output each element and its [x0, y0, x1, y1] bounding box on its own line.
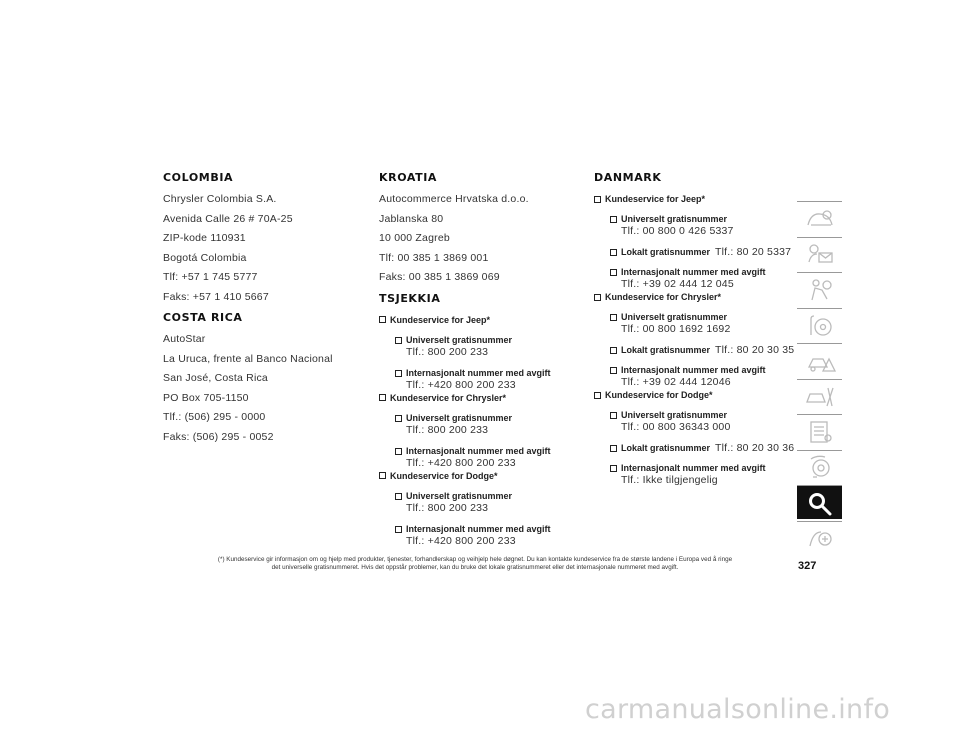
- technical-specs-icon: [803, 418, 837, 446]
- costa-rica-line: La Uruca, frente al Banco Nacional: [163, 352, 333, 365]
- entry-label: Universelt gratisnummer: [621, 410, 728, 420]
- service-block: [594, 193, 794, 291]
- colombia-phone: Tlf: +57 1 745 5777: [163, 271, 258, 283]
- service-title: [379, 392, 579, 404]
- tab-safety[interactable]: [797, 237, 842, 271]
- entry-label: Lokalt gratisnummer: [621, 443, 711, 453]
- service-title-text: Kundeservice for Chrysler*: [390, 392, 507, 403]
- entry-phone: Tlf.: 00 800 0 426 5337: [621, 225, 734, 237]
- service-title-text: Kundeservice for Chrysler*: [605, 292, 722, 302]
- bullet-square-icon: [610, 465, 617, 472]
- service-title-text: Kundeservice for Jeep*: [605, 194, 706, 204]
- kroatia-phone: Tlf: 00 385 1 3869 001: [379, 251, 489, 264]
- service-title: [594, 193, 794, 205]
- footnote: [160, 556, 790, 572]
- service-entry: [395, 335, 579, 359]
- colombia-line: ZIP-kode 110931: [163, 232, 246, 244]
- service-entry: [610, 443, 794, 454]
- costa-rica-phone: Tlf.: (506) 295 - 0000: [163, 411, 266, 423]
- costa-rica-line: PO Box 705-1150: [163, 391, 249, 404]
- tab-seats[interactable]: [797, 272, 842, 306]
- entry-phone: Tlf.: 800 200 233: [406, 501, 489, 514]
- entry-label: Internasjonalt nummer med avgift: [621, 267, 766, 277]
- entry-phone-inline: Tlf.: 80 20 30 36: [715, 442, 795, 454]
- country-heading-colombia: COLOMBIA: [163, 171, 234, 184]
- tab-multimedia[interactable]: [797, 450, 842, 484]
- entry-label: Universelt gratisnummer: [621, 214, 728, 224]
- bullet-square-icon: [610, 412, 617, 419]
- tab-index-search[interactable]: [797, 485, 842, 519]
- service-title: [379, 314, 579, 326]
- service-title-text: Kundeservice for Dodge*: [390, 470, 498, 481]
- costa-rica-line: AutoStar: [163, 333, 206, 345]
- entry-label: Universelt gratisnummer: [406, 334, 513, 345]
- service-entry: [610, 410, 794, 434]
- kroatia-line: Jablanska 80: [379, 212, 444, 225]
- warning-car-icon: [803, 347, 837, 375]
- service-block: [594, 291, 794, 389]
- page-number: 327: [798, 560, 817, 572]
- kroatia-line: Autocommerce Hrvatska d.o.o.: [379, 193, 529, 205]
- service-entry: [395, 446, 579, 470]
- colombia-line: Bogotá Colombia: [163, 251, 247, 264]
- bullet-square-icon: [379, 472, 386, 479]
- entry-label: Lokalt gratisnummer: [621, 345, 711, 355]
- entry-label: Internasjonalt nummer med avgift: [406, 523, 551, 534]
- service-block: [379, 392, 579, 470]
- service-title: [379, 470, 579, 482]
- tab-emergency[interactable]: [797, 343, 842, 377]
- colombia-fax: Faks: +57 1 410 5667: [163, 290, 269, 303]
- bullet-square-icon: [610, 249, 617, 256]
- index-symbols-icon: [803, 524, 837, 552]
- colombia-line: Avenida Calle 26 # 70A-25: [163, 212, 293, 225]
- service-entry: [610, 345, 794, 356]
- kroatia-line: 10 000 Zagreb: [379, 232, 450, 244]
- service-title: [594, 291, 794, 303]
- country-heading-danmark: DANMARK: [594, 171, 662, 184]
- bullet-square-icon: [395, 370, 402, 377]
- entry-phone: Tlf.: 800 200 233: [406, 345, 489, 358]
- service-block: [379, 470, 579, 548]
- bullet-square-icon: [379, 394, 386, 401]
- entry-phone: Tlf.: +39 02 444 12046: [621, 376, 731, 388]
- kroatia-fax: Faks: 00 385 1 3869 069: [379, 271, 500, 283]
- entry-label: Internasjonalt nummer med avgift: [406, 445, 551, 456]
- tab-symbols[interactable]: [797, 521, 842, 555]
- service-title: [594, 389, 794, 401]
- bullet-square-icon: [610, 216, 617, 223]
- service-entry: [610, 312, 794, 336]
- chapter-tabs: [797, 201, 842, 556]
- column-middle: [379, 170, 579, 548]
- entry-label: Universelt gratisnummer: [406, 412, 513, 423]
- service-entry: [610, 247, 794, 258]
- entry-phone-inline: Tlf.: 80 20 30 35: [715, 344, 795, 356]
- entry-label: Universelt gratisnummer: [406, 490, 513, 501]
- search-icon: [803, 489, 837, 517]
- country-heading-costa-rica: COSTA RICA: [163, 311, 243, 324]
- bullet-square-icon: [610, 269, 617, 276]
- entry-label: Internasjonalt nummer med avgift: [621, 463, 766, 473]
- service-entry: [395, 368, 579, 392]
- bullet-square-icon: [395, 448, 402, 455]
- entry-phone: Tlf.: 00 800 36343 000: [621, 421, 731, 433]
- service-entry: [610, 463, 794, 487]
- entry-label: Lokalt gratisnummer: [621, 247, 711, 257]
- colombia-line: Chrysler Colombia S.A.: [163, 193, 277, 205]
- footnote-line: det universelle gratisnummeret. Hvis det oppstår problemer, kan du bruke det lokale gratisnummeret eller det internasjonale nummeret med avgift.: [271, 564, 679, 571]
- bullet-square-icon: [395, 415, 402, 422]
- bullet-square-icon: [395, 337, 402, 344]
- tab-dashboard[interactable]: [797, 201, 842, 235]
- column-left: [163, 170, 363, 450]
- bullet-square-icon: [610, 367, 617, 374]
- service-title-text: Kundeservice for Jeep*: [390, 314, 491, 325]
- service-entry: [395, 491, 579, 515]
- entry-phone: Tlf.: +420 800 200 233: [406, 378, 516, 391]
- safety-mail-icon: [803, 240, 837, 268]
- steering-wheel-icon: [803, 311, 837, 339]
- country-heading-kroatia: KROATIA: [379, 171, 438, 184]
- service-block: [594, 389, 794, 487]
- service-entry: [395, 524, 579, 548]
- bullet-square-icon: [395, 526, 402, 533]
- entry-label: Internasjonalt nummer med avgift: [406, 367, 551, 378]
- tab-servicing[interactable]: [797, 379, 842, 413]
- costa-rica-fax: Faks: (506) 295 - 0052: [163, 430, 274, 443]
- bullet-square-icon: [594, 196, 601, 203]
- dashboard-info-icon: [803, 205, 837, 233]
- entry-label: Internasjonalt nummer med avgift: [621, 365, 766, 375]
- tab-specs[interactable]: [797, 414, 842, 448]
- column-right: [594, 170, 794, 487]
- bullet-square-icon: [594, 392, 601, 399]
- entry-phone: Tlf.: +39 02 444 12 045: [621, 278, 734, 290]
- entry-phone: Tlf.: Ikke tilgjengelig: [621, 474, 718, 486]
- entry-phone: Tlf.: 00 800 1692 1692: [621, 323, 731, 335]
- service-block: [379, 314, 579, 392]
- watermark: carmanualsonline.info: [585, 694, 891, 725]
- service-entry: [395, 413, 579, 437]
- country-heading-tsjekkia: TSJEKKIA: [379, 291, 441, 305]
- service-title-text: Kundeservice for Dodge*: [605, 390, 713, 400]
- entry-label: Universelt gratisnummer: [621, 312, 728, 322]
- bullet-square-icon: [594, 294, 601, 301]
- entry-phone: Tlf.: +420 800 200 233: [406, 456, 516, 469]
- service-entry: [610, 267, 794, 291]
- tab-starting[interactable]: [797, 308, 842, 342]
- entry-phone: Tlf.: 800 200 233: [406, 423, 489, 436]
- costa-rica-line: San José, Costa Rica: [163, 372, 268, 384]
- bullet-square-icon: [610, 445, 617, 452]
- multimedia-icon: [803, 453, 837, 481]
- seat-occupant-icon: [803, 276, 837, 304]
- footnote-line: (*) Kundeservice gir informasjon om og hjelp med produkter, tjenester, forhandlerskap og veihjelp hele døgnet. Du kan kontakte kundeservice fra de største landene i Europa ved å ringe: [217, 556, 733, 563]
- service-entry: [610, 365, 794, 389]
- bullet-square-icon: [395, 493, 402, 500]
- service-entry: [610, 214, 794, 238]
- car-service-tools-icon: [803, 382, 837, 410]
- entry-phone: Tlf.: +420 800 200 233: [406, 534, 516, 547]
- bullet-square-icon: [610, 347, 617, 354]
- entry-phone-inline: Tlf.: 80 20 5337: [715, 246, 792, 258]
- bullet-square-icon: [379, 316, 386, 323]
- bullet-square-icon: [610, 314, 617, 321]
